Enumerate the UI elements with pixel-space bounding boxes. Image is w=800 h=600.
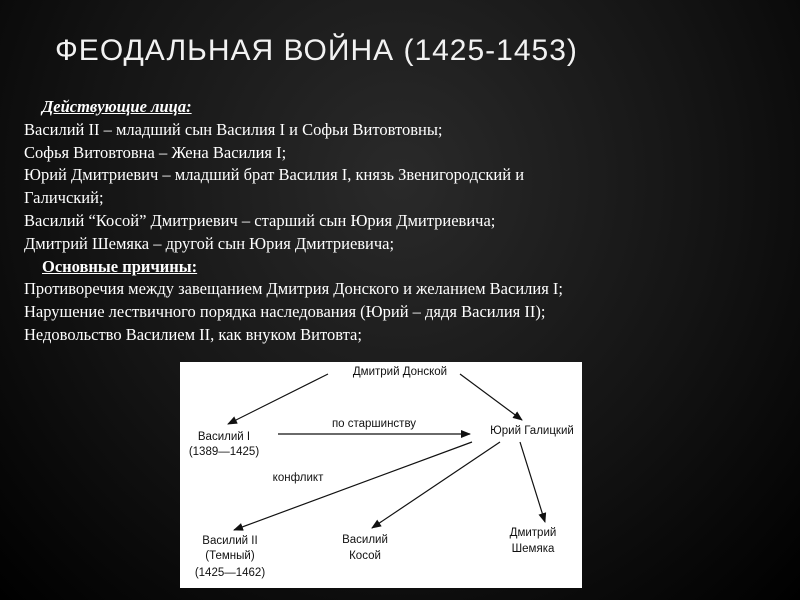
arrow-dmitry-to-vasily1 [228, 374, 328, 424]
node-dmitry-shemyaka-note: Шемяка [511, 543, 555, 555]
character-line: Василий II – младший сын Василия I и Софьи Витовтовны; [24, 119, 443, 139]
character-line: Дмитрий Шемяка – другой сын Юрия Дмитриевича; [24, 233, 395, 253]
cause-line: Противоречия между завещанием Дмитрия Донского и желанием Василия I; [24, 279, 564, 299]
arrow-dmitry-to-yuri [460, 374, 522, 420]
character-line: Галичский; [24, 188, 104, 208]
arrow-yuri-to-shemyaka [520, 442, 545, 522]
edge-label-seniority: по старшинству [331, 418, 417, 430]
slide-body [24, 96, 784, 347]
node-vasily-1-years: (1389—1425) [188, 446, 260, 458]
node-vasily-2-note: (Темный) [205, 550, 255, 562]
arrow-conflict [234, 442, 472, 530]
character-line: Софья Витовтовна – Жена Василия I; [24, 142, 287, 162]
node-vasily-2-years: (1425—1462) [194, 567, 266, 579]
edge-label-conflict: конфликт [272, 472, 324, 484]
node-dmitry-donskoy: Дмитрий Донской [352, 366, 448, 378]
cause-line: Недовольство Василием II, как внуком Витовта; [24, 324, 362, 344]
node-yuri-galitsky: Юрий Галицкий [490, 425, 574, 437]
node-vasily-2-name: Василий II [202, 535, 258, 547]
genealogy-diagram [180, 362, 582, 588]
node-vasily-kosoy-name: Василий [342, 534, 388, 546]
character-line: Юрий Дмитриевич – младший брат Василия I, князь Звенигородский и [24, 165, 525, 185]
character-line: Василий “Косой” Дмитриевич – старший сын Юрия Дмитриевича; [24, 210, 496, 230]
node-vasily-kosoy-note: Косой [349, 550, 381, 562]
section-heading-characters: Действующие лица: [42, 97, 192, 116]
node-dmitry-shemyaka-name: Дмитрий [509, 527, 557, 539]
slide-title: ФЕОДАЛЬНАЯ ВОЙНА (1425-1453) [55, 34, 578, 67]
section-heading-causes: Основные причины: [42, 256, 198, 276]
node-vasily-1-name: Василий I [197, 431, 251, 443]
cause-line: Нарушение лествичного порядка наследования (Юрий – дядя Василия II); [24, 302, 546, 322]
diagram-canvas [180, 362, 582, 588]
